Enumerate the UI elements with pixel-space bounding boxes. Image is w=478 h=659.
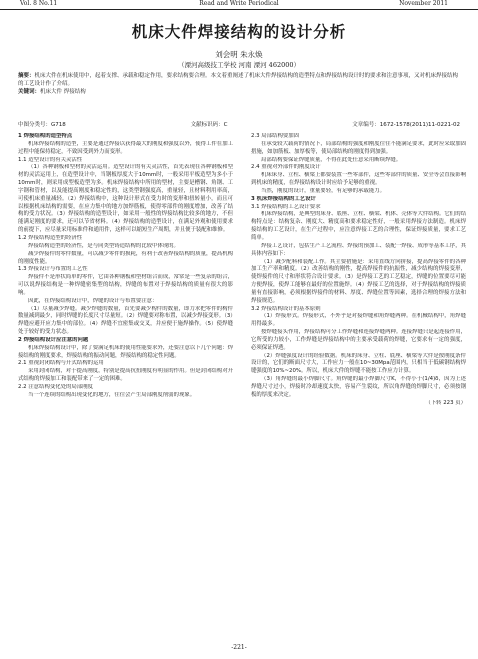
article-number: 文章编号：1672-1578(2011)11-0221-02: [352, 122, 460, 128]
subsection-heading: 2.1 重视封闭结构与开式结构的运用: [18, 360, 104, 367]
body-paragraph: 因此，在焊接结构设计中，焊缝的设计与布置要注意：: [28, 297, 158, 304]
body-paragraph: （1）焊接形式。焊接形式，不外乎是对接焊缝和角焊缝两种。在机械结构中，角焊缝用得最多。: [251, 313, 466, 328]
article-title: 机床大件焊接结构的设计分析: [131, 23, 347, 41]
body-paragraph: （2）焊缝强度设计的经验数据。机床的床身、立柱、底座、横梁等大件是按刚度条件设计的，它们的断面尺寸大，工作应力一般在10~30Mpa范围内，只相当于低碳钢结构焊缝强度的10%~20%。所以，机床大件的焊缝不能按工作应力计算。: [251, 352, 466, 375]
running-header: [0, 0, 478, 10]
body-paragraph: 局部结构要保证焊缝质量，不得在此处任意采用断续焊缝。: [261, 156, 402, 163]
subsection-heading: 2.2 注意结构变化处的局部刚度: [18, 384, 93, 390]
right-column: [251, 133, 466, 408]
subsection-heading: 3.1 焊接结构的工艺设计要求: [251, 203, 321, 210]
keywords-label: 关键词：: [18, 89, 41, 95]
page-number: -221-: [231, 644, 247, 651]
body-paragraph: 当一个连续的结构出现变化的地方，往往会产生局部刚度削弱的现象。: [28, 391, 196, 398]
subsection-heading: 1.1 造型设计的有关灵活性: [18, 156, 83, 163]
section-heading: 2 焊接结构设计应注意的问题: [18, 336, 89, 343]
abstract: [18, 72, 460, 96]
body-paragraph: 焊接结构造型的经济性，是与同类型铸造结构的比较中体现的。: [28, 242, 179, 249]
affiliation: （溧河高级技工学校 河南 溧河 462000）: [177, 61, 300, 69]
body-paragraph: 按焊缝接头作用，焊接结构可分工作焊缝和连接焊缝两种。连接焊缝只是起连接作用，它所受的力较小，工作焊缝是焊接结构中的主要承受载荷的焊缝，它要求有一定的强度，必须保证焊透。: [251, 329, 466, 351]
body-paragraph: （1）减少配料和装配工作。其主要措施是：采用直线方向拼接，提高焊接零件的各种加工生产率和精度。（2）改善结构的刚性，提高焊接件的抗振性，减少结构的焊接变形，使焊接件的尺寸和形状符合设计要求。（3）是焊接工艺的工艺稳定，焊缝的位置要尽可能方便焊接，使焊工能够在最好的位置施焊。（4）焊接工艺的选择，对于焊接结构的焊接质量有直接影响，必须根据焊接件的材料、厚度、焊缝位置等因素，选择合理的焊接方法和焊接规范。: [251, 258, 466, 304]
article-metadata: [18, 121, 460, 129]
section-heading: 3 机床焊接结构的工艺设计: [251, 195, 316, 202]
body-paragraph: 采用封闭结构，对于提高刚度，特别是提高抗扭刚度有明显的作用。但是封闭结构对开式结构的焊接加工和装配带来了一定的困难。: [18, 368, 233, 383]
clc-number: 中图分类号：G718: [18, 122, 66, 128]
subsection-heading: 3.2 焊接结构设计的基本原则: [251, 305, 321, 312]
body-paragraph: 减少焊接件的零件数量，可以减少零件的损耗，有利于改善焊接结构的质量，提高机构的刚度性能。: [18, 250, 233, 265]
document-code: 文献标识码：C: [190, 122, 228, 128]
subsection-heading: 1.2 焊接结构造型的经济性: [18, 234, 83, 241]
body-paragraph: 在承受较大载荷的情况下，局部结构的强度和刚度往往不能满足要求，此时应采取加固措施，如加筋板、加厚板等，使局部结构的刚度得到加强。: [251, 140, 466, 155]
abstract-label: 摘要：: [18, 73, 35, 79]
subsection-heading: 2.3 局部结构要加固: [251, 133, 300, 139]
keywords: 机床大件 焊接结构: [40, 89, 86, 95]
body-paragraph: 焊接件不是形状简单的零件，它由各种钢板和型材组合而成，常常是一些复杂的组合，可以说焊接结构是一种焊缝密集型的结构，焊缝的布置对于焊接结构的质量有很大的影响。: [18, 274, 233, 296]
subsection-heading: 1.3 焊接设计与布置的工艺性: [18, 266, 88, 273]
body-paragraph: 当然，刚度的设计，重量要轻，有足够的承载能力。: [261, 187, 385, 194]
left-column: [18, 133, 233, 400]
continued-note: （下转 223 页）: [425, 399, 466, 406]
abstract-text: 机床大件在机床使用中，起着支撑、承载和稳定作用，要求结构要合理。本文着重阐述了机床大件焊接结构的造型特点和焊接结构设计时的要求和注意事项，又对机床焊接结构的工艺设计作了介绍。: [18, 73, 459, 87]
body-paragraph: 机床床身、立柱、横梁上都要装置一些零部件，这些零部件的质量、安全等会直接影响到机床的精度，在焊接结构设计时应给予足够的重视。: [251, 172, 466, 187]
body-paragraph: 机床焊接结构的造型，主要是通过焊接以获得最大的刚度和强度以外，使得工件在加工过程中能保持稳定，不致因受到外力而变形。: [18, 140, 233, 155]
body-paragraph: 焊接工艺设计，包括生产工艺流程、焊接的预加工、装配一焊接、成形等基本工序，其具体内容如下：: [251, 242, 466, 257]
issue-date: November 2011: [399, 0, 448, 7]
journal-volume: Vol. 8 No.11: [20, 0, 58, 7]
body-paragraph: 机床焊接结构，是典型的床身、底座、立柱、横梁、机体、壳体等大件结构。它们的结构特点是：结构复杂、刚度大、精度高和要求稳定性好，一般采用焊接方法制造。机床焊接结构的工艺设计，在生产过程中，应注意焊接工艺的合理性，保证焊接质量，要求工艺简单。: [251, 211, 466, 241]
body-paragraph: （1）各种钢板和型材的灵活运用。造型设计的有关灵活性，首先表现在各种钢板和型材的灵活运用上，在造型设计中，当钢板厚度大于10mm时，一般采用平板造型为多小于10mm时，则采用成型板造型为多。机床焊接结构中所用的型材，主要是槽钢、角钢、工字钢和管材，以及能提高刚度和稳定性的，这类型钢强度高，重量轻，且材料利用率高，可使机床重量减轻。（2）焊接结构中，这种设计形式在受力时的变形和扭转量小，而且可以根据机床结构的需要，在应力集中的地方加焊筋板，使得零部件的刚度增加，改善了结构的受力状况。（3）焊接结构的造型设计，如采用一般性的焊接结构比较多的地方，不但能满足刚度的要求，还可以节省材料。（4）焊接结构的造型设计，在满足外观和使用要求的前提下，应尽量采用标准件和通用件，这样可以缩短生产周期，并且便于装配和维修。: [18, 164, 233, 234]
body-paragraph: （3）角焊缝的最小焊脚尺寸。角焊缝的最小焊脚尺寸K，不得小于(1/4)δ，因为上述焊缝尺寸过小，焊接时冷却速度太快，容易产生裂纹，所以角焊缝的焊脚尺寸，必须按钢板的厚度来决定。: [251, 376, 466, 398]
subsection-heading: 2.4 重视对外部件的刚度设计: [251, 164, 321, 171]
authors: 刘会明 朱永焕: [215, 50, 263, 59]
body-paragraph: （1）尽量减少焊缝。减少焊缝的数量，首先要减少构件的数量，即力求把零件的构件数量减到最少，同时焊缝的长度尺寸尽量短。（2）焊缝要对称布置，以减少焊接变形。（3）焊缝应避开应力集中的部位。（4）焊缝不宜密集或交叉，并应便于施焊操作。（5）使焊缝处于较好的受力状态。: [18, 305, 233, 336]
journal-name: Read and Write Periodical: [199, 0, 279, 7]
body-paragraph: 机床焊接结构设计中，除了要满足机床的使用性能要求外，还要注意以下几个问题：焊接结构的刚度要求，焊接结构的振动问题，焊接结构的稳定性问题。: [18, 344, 233, 359]
section-heading: 1 焊接结构的造型特点: [18, 133, 73, 139]
